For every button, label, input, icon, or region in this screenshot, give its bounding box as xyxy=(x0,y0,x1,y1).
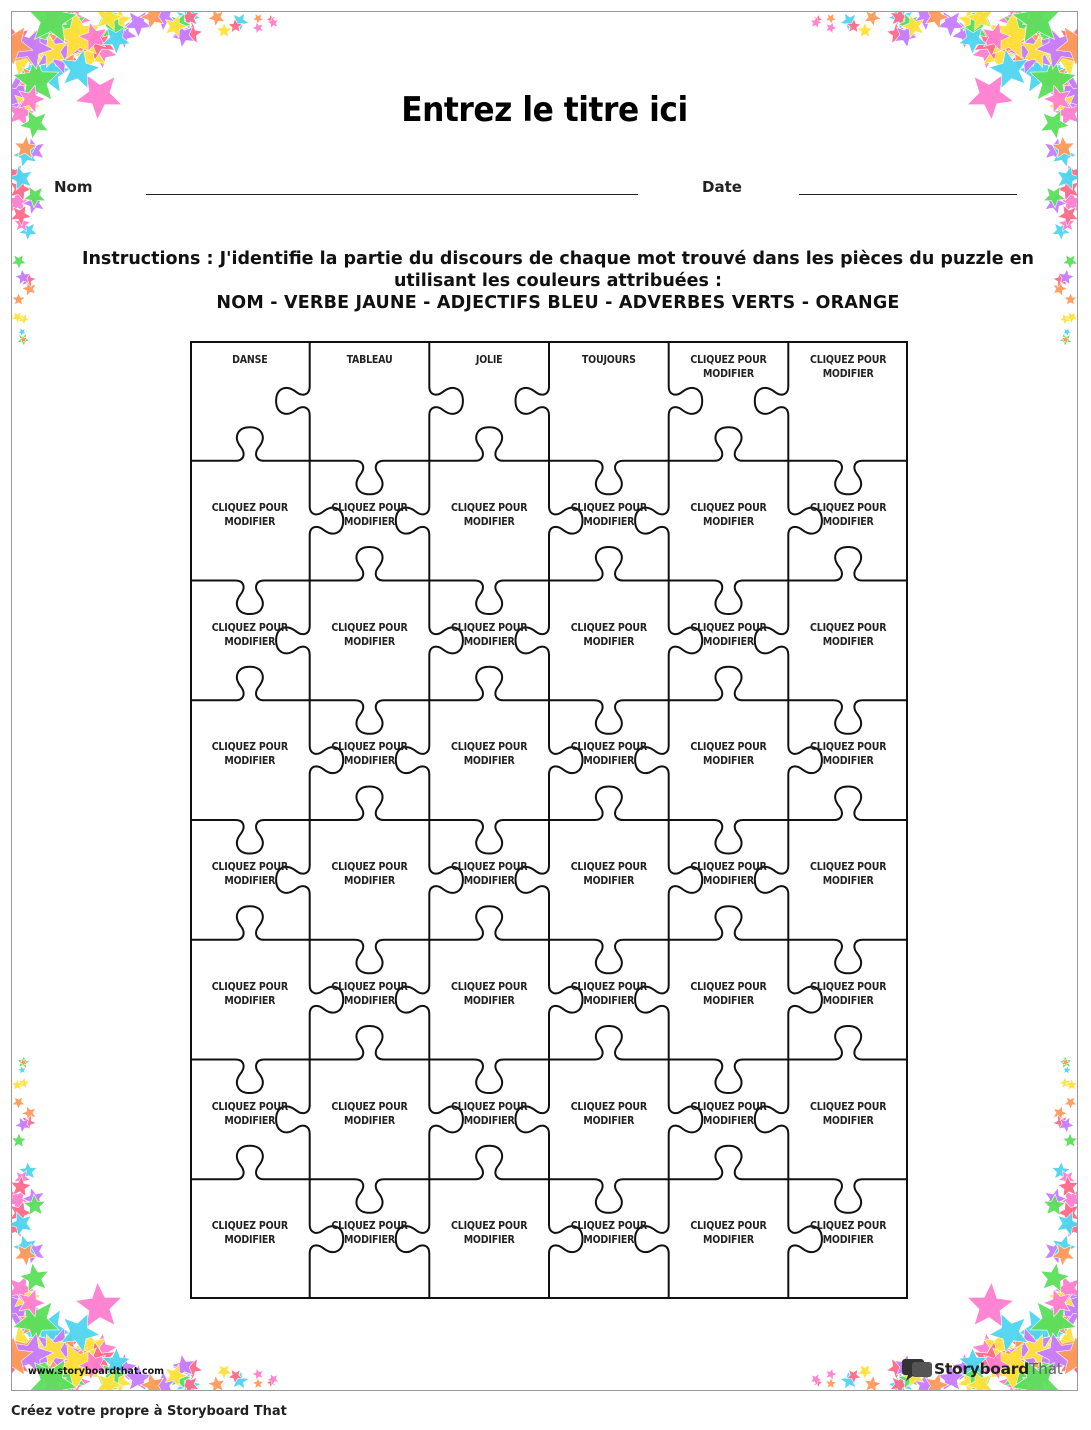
color-legend: NOM - VERBE JAUNE - ADJECTIFS BLEU - ADVERBES VERTS - ORANGE xyxy=(216,293,900,313)
puzzle-piece-label[interactable]: CLIQUEZ POUR MODIFIER xyxy=(570,980,647,1007)
puzzle-outline xyxy=(190,341,908,1299)
star-icon xyxy=(253,13,264,24)
instructions-text: Instructions : J'identifie la partie du discours de chaque mot trouvé dans les pièces du puzzle en utilisant les couleurs attribuées : xyxy=(81,249,1035,291)
jigsaw-puzzle xyxy=(190,341,908,1299)
star-border-top-right xyxy=(757,12,1077,372)
star-icon xyxy=(252,1368,263,1380)
puzzle-piece-label[interactable]: CLIQUEZ POUR MODIFIER xyxy=(331,980,408,1007)
footer-link[interactable]: Créez votre propre à Storyboard That xyxy=(11,1404,287,1419)
puzzle-piece-label[interactable]: CLIQUEZ POUR MODIFIER xyxy=(690,1100,767,1127)
puzzle-piece-label[interactable]: CLIQUEZ POUR MODIFIER xyxy=(211,741,288,768)
star-icon xyxy=(826,1368,837,1380)
puzzle-piece-label[interactable]: CLIQUEZ POUR MODIFIER xyxy=(211,621,288,648)
puzzle-piece-label[interactable]: CLIQUEZ POUR MODIFIER xyxy=(810,741,887,768)
star-icon xyxy=(253,1378,264,1389)
puzzle-piece-label[interactable]: CLIQUEZ POUR MODIFIER xyxy=(570,1100,647,1127)
name-line[interactable] xyxy=(146,194,638,195)
puzzle-piece-label[interactable]: CLIQUEZ POUR MODIFIER xyxy=(211,980,288,1007)
star-icon xyxy=(826,1378,837,1389)
brand-light: That xyxy=(1028,1360,1063,1378)
star-icon xyxy=(208,12,225,26)
puzzle-piece-label[interactable]: CLIQUEZ POUR MODIFIER xyxy=(451,621,528,648)
puzzle-piece-label[interactable]: CLIQUEZ POUR MODIFIER xyxy=(570,741,647,768)
star-icon xyxy=(12,293,25,305)
puzzle-piece-label[interactable]: CLIQUEZ POUR MODIFIER xyxy=(570,861,647,887)
puzzle-piece-label[interactable]: CLIQUEZ POUR MODIFIER xyxy=(570,621,647,648)
puzzle-piece-label[interactable]: CLIQUEZ POUR MODIFIER xyxy=(810,621,887,648)
puzzle-piece-label[interactable]: CLIQUEZ POUR MODIFIER xyxy=(211,861,288,887)
puzzle-piece-label[interactable]: CLIQUEZ POUR MODIFIER xyxy=(331,741,408,768)
page-title[interactable]: Entrez le titre ici xyxy=(401,90,688,130)
puzzle-piece-label[interactable]: CLIQUEZ POUR MODIFIER xyxy=(451,980,528,1007)
star-icon xyxy=(826,22,837,34)
star-icon xyxy=(1063,1133,1077,1147)
date-label: Date xyxy=(702,178,742,196)
puzzle-piece-label[interactable]: DANSE xyxy=(232,354,268,366)
star-icon xyxy=(1064,293,1077,305)
puzzle-piece-label[interactable]: CLIQUEZ POUR MODIFIER xyxy=(570,1220,647,1247)
puzzle-piece-label[interactable]: CLIQUEZ POUR MODIFIER xyxy=(810,1220,887,1247)
puzzle-piece-label[interactable]: CLIQUEZ POUR MODIFIER xyxy=(810,861,887,887)
instructions[interactable] xyxy=(78,248,1038,314)
puzzle-piece-label[interactable]: CLIQUEZ POUR MODIFIER xyxy=(690,621,767,648)
puzzle-piece-label[interactable]: CLIQUEZ POUR MODIFIER xyxy=(331,861,408,887)
puzzle-piece-label[interactable]: CLIQUEZ POUR MODIFIER xyxy=(211,1100,288,1127)
star-icon xyxy=(1063,255,1077,269)
puzzle-piece-edges xyxy=(190,341,908,1299)
puzzle-piece-label[interactable]: CLIQUEZ POUR MODIFIER xyxy=(451,861,528,887)
star-icon xyxy=(864,12,881,26)
puzzle-piece-label[interactable]: CLIQUEZ POUR MODIFIER xyxy=(690,741,767,768)
speech-bubble-icon xyxy=(900,1356,934,1382)
puzzle-piece-label[interactable]: CLIQUEZ POUR MODIFIER xyxy=(331,501,408,528)
puzzle-piece-label[interactable]: CLIQUEZ POUR MODIFIER xyxy=(810,980,887,1007)
star-icon xyxy=(12,1133,26,1147)
puzzle-piece-label[interactable]: CLIQUEZ POUR MODIFIER xyxy=(451,1100,528,1127)
puzzle-piece-label[interactable]: TOUJOURS xyxy=(581,354,636,366)
star-icon xyxy=(1064,1097,1077,1109)
storyboardthat-logo xyxy=(900,1356,1063,1382)
star-icon xyxy=(12,255,26,269)
puzzle-piece-label[interactable]: TABLEAU xyxy=(346,354,393,366)
star-icon xyxy=(252,22,263,34)
puzzle-piece-label[interactable]: CLIQUEZ POUR MODIFIER xyxy=(451,741,528,768)
puzzle-piece-label[interactable]: CLIQUEZ POUR MODIFIER xyxy=(570,501,647,528)
puzzle-piece-label[interactable]: CLIQUEZ POUR MODIFIER xyxy=(810,501,887,528)
puzzle-piece-label[interactable]: CLIQUEZ POUR MODIFIER xyxy=(331,621,408,648)
brand-bold: Storyboard xyxy=(934,1360,1029,1378)
puzzle-piece-label[interactable]: CLIQUEZ POUR MODIFIER xyxy=(690,501,767,528)
puzzle-piece-label[interactable]: CLIQUEZ POUR MODIFIER xyxy=(331,1100,408,1127)
puzzle-piece-label[interactable]: CLIQUEZ POUR MODIFIER xyxy=(690,861,767,887)
puzzle-piece-label[interactable]: CLIQUEZ POUR MODIFIER xyxy=(690,1220,767,1247)
brand-name xyxy=(934,1360,1063,1378)
puzzle-piece-label[interactable]: CLIQUEZ POUR MODIFIER xyxy=(810,1100,887,1127)
star-icon xyxy=(12,1097,25,1109)
puzzle-piece-label[interactable]: CLIQUEZ POUR MODIFIER xyxy=(451,501,528,528)
puzzle-piece-label[interactable]: CLIQUEZ POUR MODIFIER xyxy=(451,1220,528,1247)
worksheet xyxy=(11,11,1078,1391)
date-line[interactable] xyxy=(799,194,1017,195)
puzzle-piece-label[interactable]: CLIQUEZ POUR MODIFIER xyxy=(211,1220,288,1247)
star-icon xyxy=(826,13,837,24)
puzzle-piece-label[interactable]: CLIQUEZ POUR MODIFIER xyxy=(690,354,767,380)
puzzle-piece-label[interactable]: CLIQUEZ POUR MODIFIER xyxy=(810,354,887,380)
star-icon xyxy=(208,1376,225,1390)
puzzle-piece-label[interactable]: CLIQUEZ POUR MODIFIER xyxy=(690,980,767,1007)
puzzle-piece-label[interactable]: JOLIE xyxy=(475,354,503,366)
star-icon xyxy=(864,1376,881,1390)
puzzle-piece-label[interactable]: CLIQUEZ POUR MODIFIER xyxy=(211,501,288,528)
name-label: Nom xyxy=(54,178,93,196)
website-url: www.storyboardthat.com xyxy=(28,1366,165,1377)
puzzle-piece-label[interactable]: CLIQUEZ POUR MODIFIER xyxy=(331,1220,408,1247)
